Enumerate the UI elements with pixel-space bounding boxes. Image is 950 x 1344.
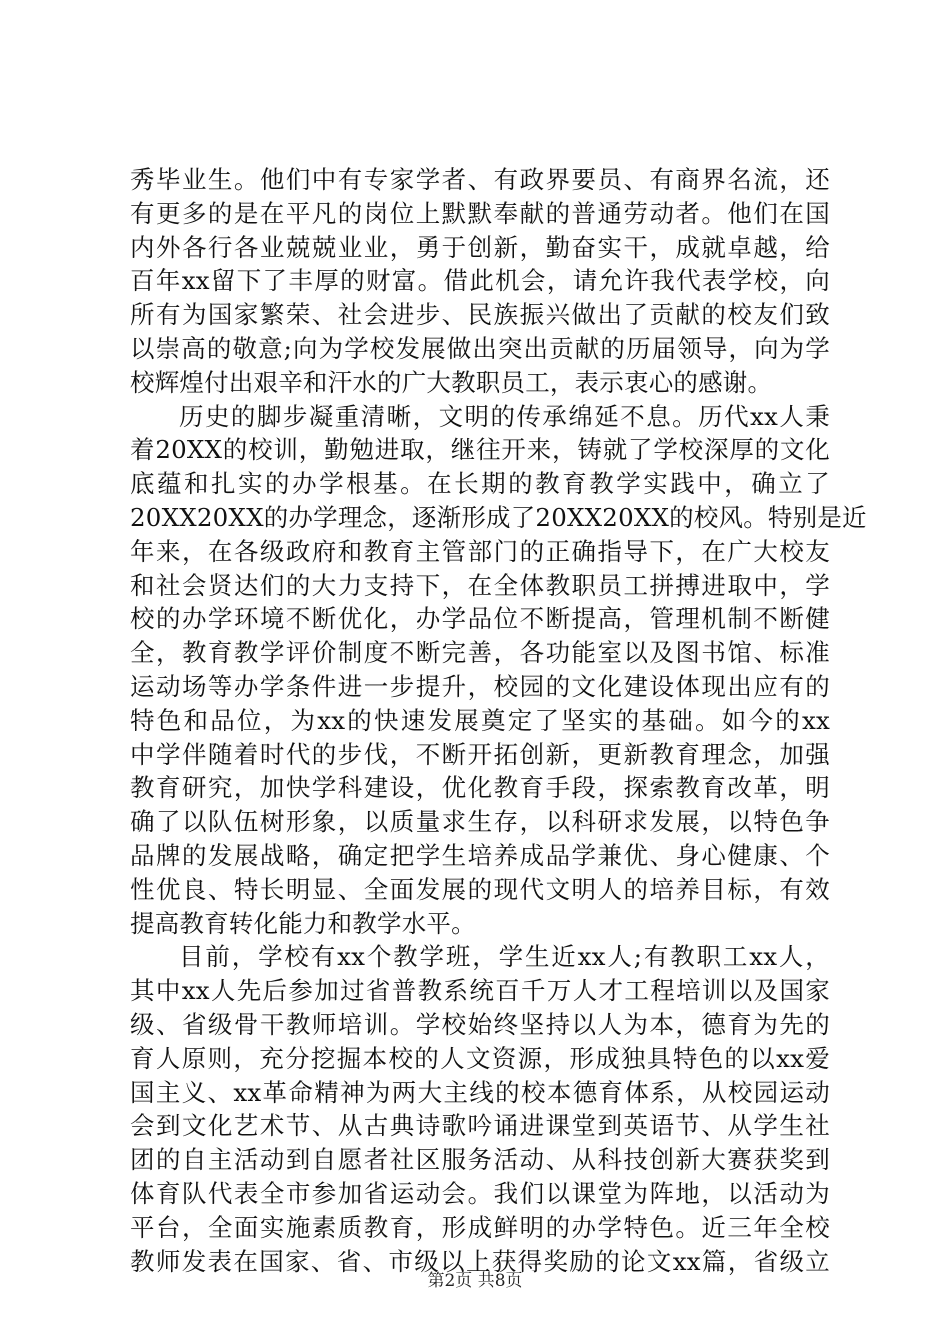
text-line: 百年xx留下了丰厚的财富。借此机会，请允许我代表学校，向 xyxy=(130,266,830,296)
text-line: 校辉煌付出艰辛和汗水的广大教职员工，表示衷心的感谢。 xyxy=(130,367,773,397)
text-line: 和社会贤达们的大力支持下，在全体教职员工拼搏进取中，学 xyxy=(130,570,830,600)
document-body xyxy=(130,163,867,1278)
text-line: 所有为国家繁荣、社会进步、民族振兴做出了贡献的校友们致 xyxy=(130,300,830,330)
text-line: 年来，在各级政府和教育主管部门的正确指导下，在广大校友 xyxy=(130,536,830,566)
text-line: 体育队代表全市参加省运动会。我们以课堂为阵地，以活动为 xyxy=(130,1178,830,1208)
text-line: 20XX20XX的办学理念，逐渐形成了20XX20XX的校风。特别是近 xyxy=(130,502,867,532)
text-line: 品牌的发展战略，确定把学生培养成品学兼优、身心健康、个 xyxy=(130,840,830,870)
text-line: 历史的脚步凝重清晰，文明的传承绵延不息。历代xx人秉 xyxy=(179,401,830,431)
text-line: 中学伴随着时代的步伐，不断开拓创新，更新教育理念，加强 xyxy=(130,739,830,769)
page-number: 第2页 共8页 xyxy=(427,1271,523,1291)
text-line: 教育研究，加快学科建设，优化教育手段，探索教育改革，明 xyxy=(130,773,830,803)
text-line: 底蕴和扎实的办学根基。在长期的教育教学实践中，确立了 xyxy=(130,469,830,499)
paragraph-1 xyxy=(130,163,830,400)
text-line: 运动场等办学条件进一步提升，校园的文化建设体现出应有的 xyxy=(130,671,830,701)
text-line: 平台，全面实施素质教育，形成鲜明的办学特色。近三年全校 xyxy=(130,1212,830,1242)
text-line: 有更多的是在平凡的岗位上默默奉献的普通劳动者。他们在国 xyxy=(130,198,830,228)
text-line: 团的自主活动到自愿者社区服务活动、从科技创新大赛获奖到 xyxy=(130,1145,830,1175)
text-line: 目前，学校有xx个教学班，学生近xx人;有教职工xx人， xyxy=(179,942,830,972)
text-line: 校的办学环境不断优化，办学品位不断提高，管理机制不断健 xyxy=(130,604,830,634)
text-line: 育人原则，充分挖掘本校的人文资源，形成独具特色的以xx爱 xyxy=(130,1043,830,1073)
text-line: 国主义、xx革命精神为两大主线的校本德育体系，从校园运动 xyxy=(130,1077,830,1107)
text-line: 以崇高的敬意;向为学校发展做出突出贡献的历届领导，向为学 xyxy=(130,333,830,363)
text-line: 全，教育教学评价制度不断完善，各功能室以及图书馆、标准 xyxy=(130,638,830,668)
text-line: 秀毕业生。他们中有专家学者、有政界要员、有商界名流，还 xyxy=(130,165,830,194)
text-line: 着20XX的校训，勤勉进取，继往开来，铸就了学校深厚的文化 xyxy=(130,435,830,465)
text-line: 其中xx人先后参加过省普教系统百千万人才工程培训以及国家 xyxy=(130,976,830,1006)
text-line: 确了以队伍树形象，以质量求生存，以科研求发展，以特色争 xyxy=(130,807,830,837)
text-line: 提高教育转化能力和教学水平。 xyxy=(130,908,476,938)
text-line: 会到文化艺术节、从古典诗歌吟诵进课堂到英语节、从学生社 xyxy=(130,1111,830,1141)
paragraph-3 xyxy=(130,940,830,1278)
paragraph-2 xyxy=(130,400,867,941)
text-line: 特色和品位，为xx的快速发展奠定了坚实的基础。如今的xx xyxy=(130,705,830,735)
text-line: 教师发表在国家、省、市级以上获得奖励的论文xx篇，省级立 xyxy=(130,1246,830,1276)
text-line: 内外各行各业兢兢业业，勇于创新，勤奋实干，成就卓越，给 xyxy=(130,232,830,262)
text-line: 级、省级骨干教师培训。学校始终坚持以人为本，德育为先的 xyxy=(130,1009,830,1039)
text-line: 性优良、特长明显、全面发展的现代文明人的培养目标，有效 xyxy=(130,874,830,904)
